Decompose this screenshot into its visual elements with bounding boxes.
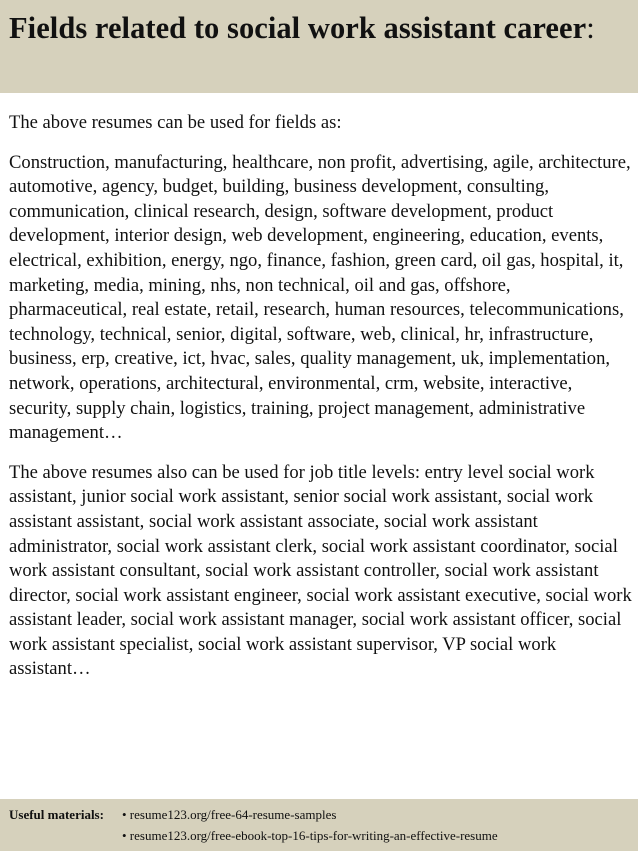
- main-content: [9, 111, 633, 682]
- resume-samples-link[interactable]: • resume123.org/free-64-resume-samples: [122, 807, 337, 822]
- intro-paragraph: The above resumes can be used for fields as:: [9, 112, 342, 133]
- ebook-tips-link[interactable]: • resume123.org/free-ebook-top-16-tips-for-writing-an-effective-resume: [122, 828, 498, 843]
- title-banner: [0, 0, 638, 93]
- job-levels-paragraph: The above resumes also can be used for job title levels: entry level social work assistant, junior social work assistant, senior social work assistant, social work assistant assistant, social work assistant associate, social work assistant administrator, social work assistant clerk, social work assistant coordinator, social work assistant consultant, social work assistant controller, social work assistant director, social work assistant engineer, social work assistant executive, social work assistant leader, social work assistant manager, social work assistant officer, social work assistant specialist, social work assistant supervisor, VP social work assistant…: [9, 461, 632, 680]
- page-title-text: Fields related to social work assistant career: [9, 11, 587, 45]
- page-title-colon: :: [586, 11, 595, 45]
- fields-paragraph: Construction, manufacturing, healthcare, non profit, advertising, agile, architecture, automotive, agency, budget, building, business development, consulting, communication, clinical research, design, software development, product development, interior design, web development, engineering, education, events, electrical, exhibition, energy, ngo, finance, fashion, green card, oil gas, hospital, it, marketing, media, mining, nhs, non technical, oil and gas, offshore, pharmaceutical, real estate, retail, research, human resources, telecommunications, technology, technical, senior, digital, software, web, clinical, hr, infrastructure, business, erp, creative, ict, hvac, sales, quality management, uk, implementation, network, operations, architectural, environmental, crm, website, interactive, security, supply chain, logistics, training, project management, administrative management…: [9, 151, 631, 444]
- useful-materials-label: Useful materials:: [9, 807, 104, 822]
- footer-row-2: [9, 825, 629, 846]
- useful-materials-footer: [0, 799, 638, 851]
- page-title: [9, 9, 630, 47]
- footer-row-1: [9, 804, 629, 825]
